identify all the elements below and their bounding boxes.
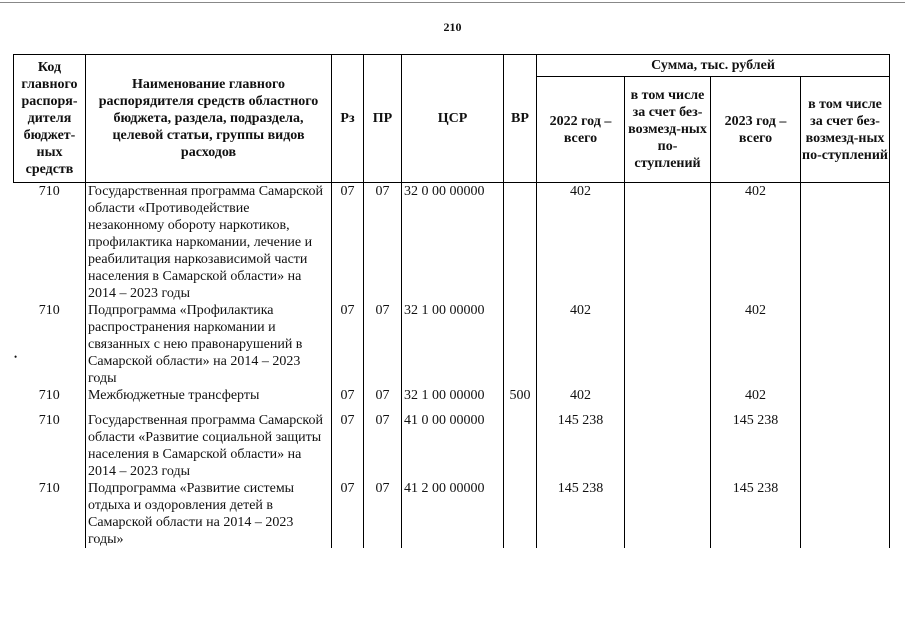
header-2022-total: 2022 год – всего [537, 77, 625, 183]
row-code: 710 [14, 387, 86, 404]
row-2022-free [625, 387, 711, 404]
row-rz: 07 [332, 404, 364, 480]
row-2023-free [801, 183, 890, 303]
row-2022-free [625, 404, 711, 480]
row-pr: 07 [364, 387, 402, 404]
table-row [14, 302, 890, 387]
row-2023-total: 145 238 [711, 480, 801, 548]
row-pr: 07 [364, 404, 402, 480]
header-name: Наименование главного распорядителя средств областного бюджета, раздела, подраздела, целевой статьи, группы видов расходов [86, 55, 332, 183]
page-number: 210 [443, 20, 462, 34]
budget-table [13, 54, 890, 548]
row-rz: 07 [332, 387, 364, 404]
row-2023-total: 402 [711, 302, 801, 387]
row-2022-free [625, 302, 711, 387]
table-row [14, 387, 890, 404]
header-2022-free: в том числе за счет без-возмезд-ных по-ступлений [625, 77, 711, 183]
row-2023-free [801, 387, 890, 404]
row-code: 710 [14, 183, 86, 303]
row-2022-total: 402 [537, 387, 625, 404]
row-name: Подпрограмма «Профилактика распространения наркомании и связанных с нею правонарушений в Самарской области» на 2014 – 2023 годы [86, 302, 332, 387]
row-code: 710 [14, 480, 86, 548]
row-2023-total: 145 238 [711, 404, 801, 480]
row-pr: 07 [364, 183, 402, 303]
row-2022-free [625, 183, 711, 303]
row-vr [504, 480, 537, 548]
header-2023-free: в том числе за счет без-возмезд-ных по-ступлений [801, 77, 890, 183]
row-csr: 32 1 00 00000 [402, 387, 504, 404]
row-vr [504, 302, 537, 387]
header-csr: ЦСР [402, 55, 504, 183]
header-pr: ПР [364, 55, 402, 183]
row-rz: 07 [332, 183, 364, 303]
row-code: 710 [14, 302, 86, 387]
row-pr: 07 [364, 302, 402, 387]
header-vr: ВР [504, 55, 537, 183]
row-vr [504, 404, 537, 480]
header-2023-total: 2023 год – всего [711, 77, 801, 183]
top-rule [0, 2, 905, 3]
row-2023-total: 402 [711, 183, 801, 303]
row-name: Межбюджетные трансферты [86, 387, 332, 404]
row-rz: 07 [332, 480, 364, 548]
row-2023-free [801, 404, 890, 480]
header-sum-group: Сумма, тыс. рублей [537, 55, 890, 77]
row-csr: 41 2 00 00000 [402, 480, 504, 548]
row-vr [504, 183, 537, 303]
row-csr: 41 0 00 00000 [402, 404, 504, 480]
row-csr: 32 0 00 00000 [402, 183, 504, 303]
row-2022-total: 402 [537, 183, 625, 303]
row-2022-free [625, 480, 711, 548]
row-csr: 32 1 00 00000 [402, 302, 504, 387]
row-2023-free [801, 302, 890, 387]
header-code: Код главного распоря-дителя бюджет-ных средств [14, 55, 86, 183]
row-name: Подпрограмма «Развитие системы отдыха и оздоровления детей в Самарской области на 2014 – 2023 годы» [86, 480, 332, 548]
scan-dot: • [14, 352, 18, 362]
header-rz: Рз [332, 55, 364, 183]
row-2023-free [801, 480, 890, 548]
row-vr: 500 [504, 387, 537, 404]
row-2022-total: 402 [537, 302, 625, 387]
table-row [14, 183, 890, 303]
row-2022-total: 145 238 [537, 404, 625, 480]
row-rz: 07 [332, 302, 364, 387]
row-2023-total: 402 [711, 387, 801, 404]
row-pr: 07 [364, 480, 402, 548]
row-name: Государственная программа Самарской области «Развитие социальной защиты населения в Самарской области» на 2014 – 2023 годы [86, 404, 332, 480]
row-2022-total: 145 238 [537, 480, 625, 548]
row-name: Государственная программа Самарской области «Противодействие незаконному обороту наркотиков, профилактика наркомании, лечение и реабилитация наркозависимой части населения в Самарской области» на 2014 – 2023 годы [86, 183, 332, 303]
row-code: 710 [14, 404, 86, 480]
table-row [14, 404, 890, 480]
table-row [14, 480, 890, 548]
